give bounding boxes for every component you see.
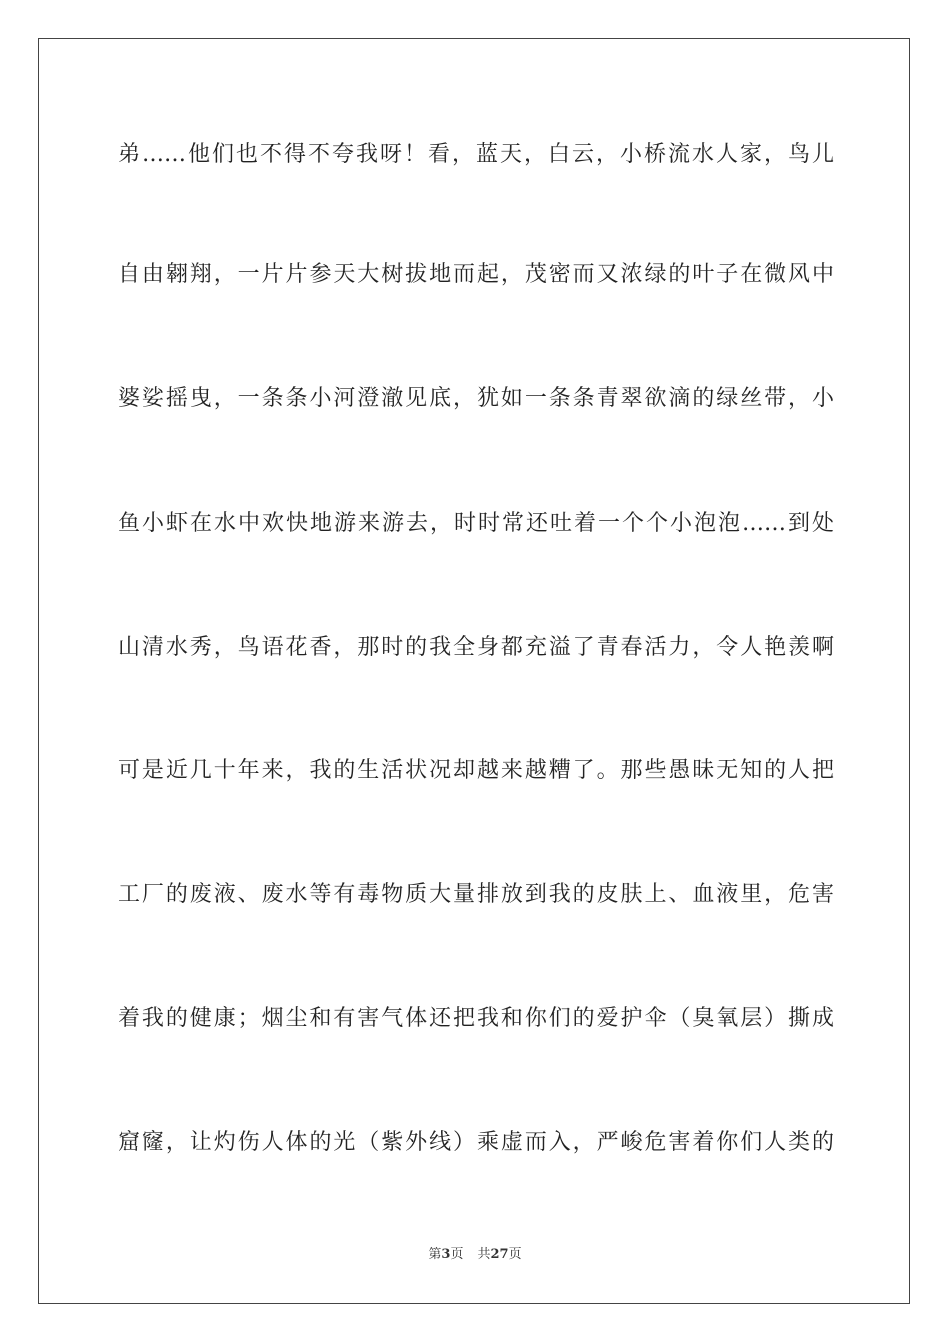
body-text-line-9: 窟窿，让灼伤人体的光（紫外线）乘虚而入，严峻危害着你们人类的	[118, 1130, 834, 1155]
total-label-prefix: 共	[477, 1247, 491, 1262]
body-text-line-4: 鱼小虾在水中欢快地游来游去，时时常还吐着一个个小泡泡……到处	[118, 511, 834, 536]
total-label-suffix: 页	[508, 1247, 522, 1262]
body-text-line-5: 山清水秀，鸟语花香，那时的我全身都充溢了青春活力，令人艳羡啊	[118, 635, 834, 660]
page-border	[38, 38, 910, 1304]
page-footer	[0, 1246, 950, 1264]
body-text-line-8: 着我的健康；烟尘和有害气体还把我和你们的爱护伞（臭氧层）撕成	[118, 1006, 834, 1031]
page-label-suffix: 页	[450, 1247, 464, 1262]
body-text-line-3: 婆娑摇曳，一条条小河澄澈见底，犹如一条条青翠欲滴的绿丝带，小	[118, 386, 834, 411]
page-current-number: 3	[441, 1247, 451, 1262]
body-text-line-7: 工厂的废液、废水等有毒物质大量排放到我的皮肤上、血液里，危害	[118, 882, 834, 907]
page-total-number: 27	[490, 1247, 509, 1262]
page-label-prefix: 第	[428, 1247, 442, 1262]
body-text-line-2: 自由翱翔，一片片参天大树拔地而起，茂密而又浓绿的叶子在微风中	[118, 262, 834, 287]
body-text-line-6: 可是近几十年来，我的生活状况却越来越糟了。那些愚昧无知的人把	[118, 758, 834, 783]
body-text-line-1: 弟……他们也不得不夸我呀！看，蓝天，白云，小桥流水人家，鸟儿	[118, 142, 834, 167]
